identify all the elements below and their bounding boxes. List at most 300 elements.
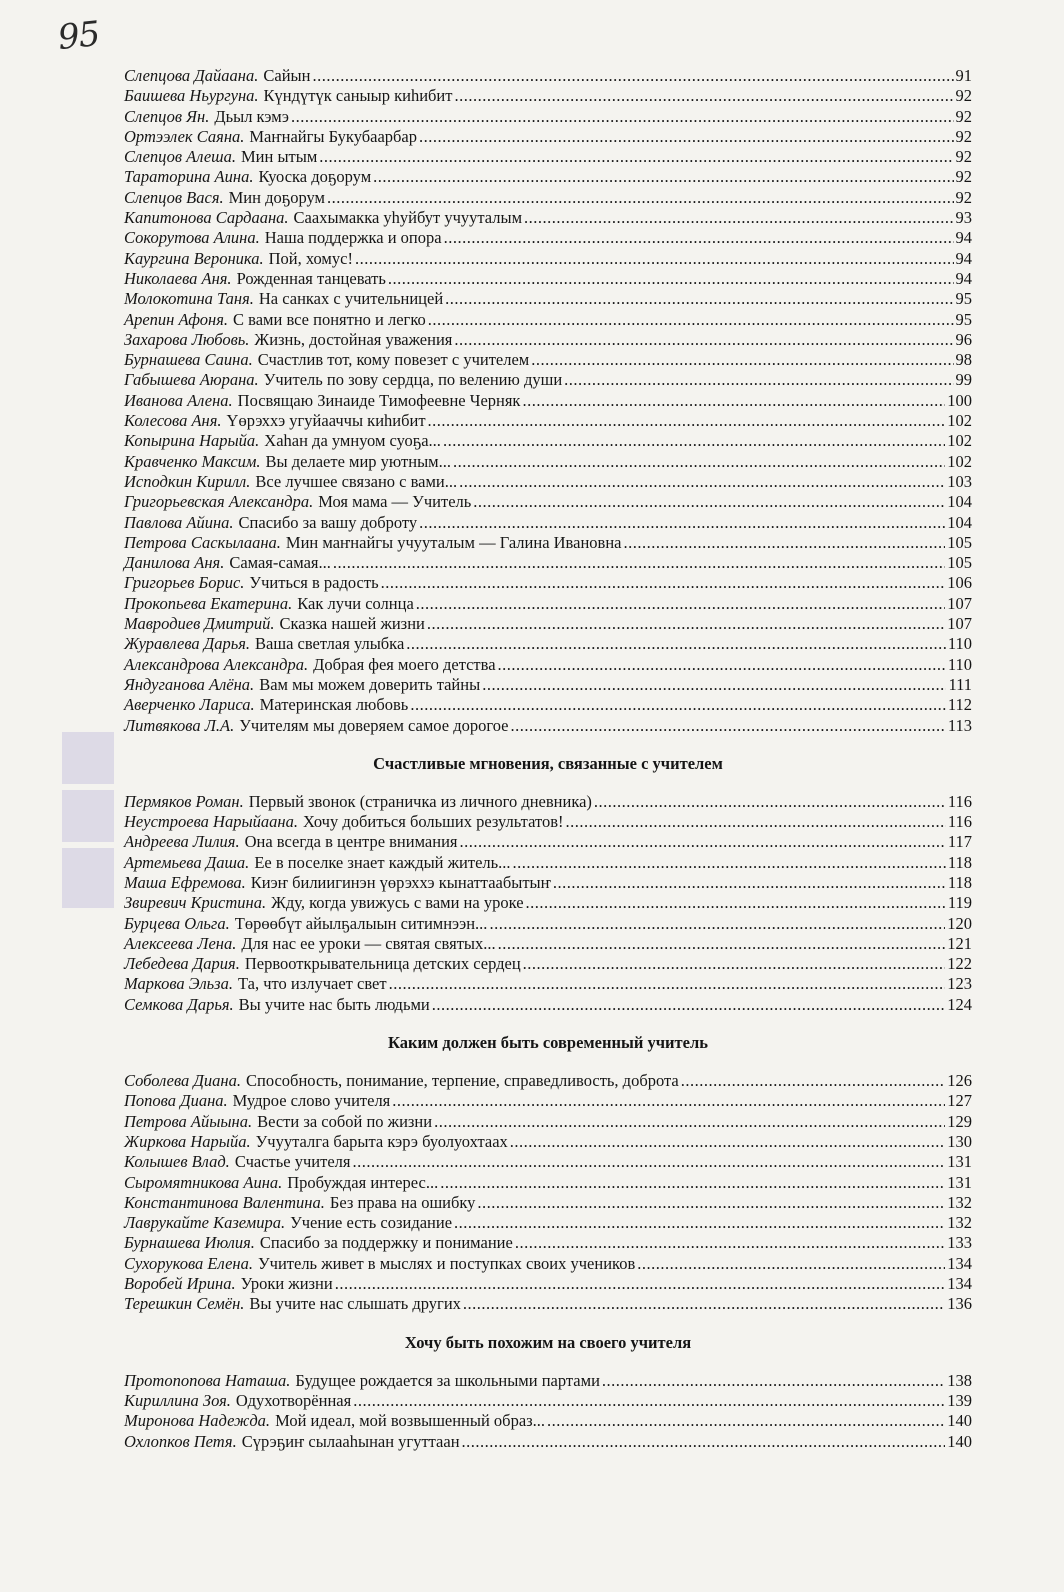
toc-entry: [124, 127, 972, 147]
dot-leader: [440, 1173, 945, 1193]
dot-leader: [392, 1091, 945, 1111]
entry-author: Неустроева Нарыйаана.: [124, 812, 298, 832]
entry-author: Бурнашева Саина.: [124, 350, 253, 370]
dot-leader: [453, 452, 945, 472]
dot-leader: [419, 513, 945, 533]
entry-author: Сокорутова Алина.: [124, 228, 260, 248]
entry-author: Капитонова Сардаана.: [124, 208, 289, 228]
dot-leader: [473, 492, 945, 512]
section-heading: Каким должен быть современный учитель: [388, 1033, 708, 1053]
dot-leader: [513, 853, 946, 873]
dot-leader: [388, 269, 954, 289]
toc-entry: [124, 1091, 972, 1111]
entry-title: Куоска доҕорум: [258, 167, 372, 187]
dot-leader: [637, 1254, 945, 1274]
entry-author: Андреева Лилия.: [124, 832, 240, 852]
entry-title: Учиться в радость: [249, 573, 379, 593]
dot-leader: [419, 127, 953, 147]
dot-leader: [353, 1391, 945, 1411]
entry-title: Учителям мы доверяем самое дорогое: [239, 715, 509, 735]
toc-entry: [124, 147, 972, 167]
entry-author: Маркова Эльза.: [124, 974, 233, 994]
entry-page-number: 136: [947, 1294, 972, 1314]
dot-leader: [445, 289, 953, 309]
entry-page-number: 107: [947, 593, 972, 613]
dot-leader: [454, 1213, 945, 1233]
toc-entry: [124, 1294, 972, 1314]
toc-entry: [124, 1193, 972, 1213]
toc-entry: [124, 832, 972, 852]
toc-entry: [124, 1274, 972, 1294]
toc-entry: [124, 249, 972, 269]
entry-page-number: 92: [955, 187, 972, 207]
entry-author: Петрова Айыына.: [124, 1111, 253, 1131]
entry-page-number: 110: [947, 634, 972, 654]
entry-page-number: 116: [947, 791, 972, 811]
entry-author: Охлопков Петя.: [124, 1431, 237, 1451]
entry-page-number: 102: [947, 431, 972, 451]
dot-leader: [312, 66, 953, 86]
entry-author: Колесова Аня.: [124, 411, 222, 431]
toc-entry: [124, 716, 972, 736]
entry-page-number: 131: [947, 1172, 972, 1192]
dot-leader: [333, 553, 945, 573]
entry-page-number: 96: [955, 329, 972, 349]
dot-leader: [443, 431, 945, 451]
entry-author: Соболева Диана.: [124, 1071, 241, 1091]
toc-entry: [124, 208, 972, 228]
entry-author: Колышев Влад.: [124, 1152, 230, 1172]
entry-page-number: 139: [947, 1390, 972, 1410]
entry-author: Мавродиев Дмитрий.: [124, 614, 275, 634]
entry-page-number: 95: [955, 289, 972, 309]
entry-page-number: 104: [947, 492, 972, 512]
entry-author: Павлова Айина.: [124, 512, 234, 532]
entry-title: Первый звонок (страничка из личного дневника): [248, 791, 592, 811]
toc-entry: [124, 995, 972, 1015]
entry-title: Вам мы можем доверить тайны: [259, 674, 481, 694]
entry-author: Бурнашева Июлия.: [124, 1233, 255, 1253]
entry-page-number: 95: [955, 309, 972, 329]
toc-section: [124, 1071, 972, 1315]
entry-title: Вы учите нас быть людьми: [238, 994, 430, 1014]
dot-leader: [566, 812, 946, 832]
entry-author: Николаева Аня.: [124, 268, 232, 288]
entry-title: Жизнь, достойная уважения: [254, 329, 453, 349]
entry-author: Протопопова Наташа.: [124, 1370, 291, 1390]
entry-author: Яндуганова Алёна.: [124, 674, 255, 694]
dot-leader: [623, 533, 945, 553]
entry-title: Хочу добиться больших результатов!: [302, 812, 564, 832]
entry-title: Ее в поселке знает каждый житель...: [254, 852, 511, 872]
dot-leader: [389, 974, 946, 994]
toc-entry: [124, 1391, 972, 1411]
entry-page-number: 105: [947, 553, 972, 573]
toc-entry: [124, 472, 972, 492]
toc-entry: [124, 594, 972, 614]
entry-title: Спасибо за поддержку и понимание: [259, 1233, 513, 1253]
entry-page-number: 91: [955, 66, 972, 85]
entry-author: Лаврукайте Каземира.: [124, 1213, 286, 1233]
entry-title: Она всегда в центре внимания: [244, 832, 458, 852]
dot-leader: [547, 1411, 945, 1431]
dot-leader: [335, 1274, 946, 1294]
toc-entry: [124, 914, 972, 934]
toc-entry: [124, 310, 972, 330]
entry-page-number: 92: [955, 126, 972, 146]
entry-title: Первооткрывательница детских сердец: [244, 954, 521, 974]
entry-author: Габышева Аюрана.: [124, 370, 259, 390]
entry-title: Счастье учителя: [234, 1152, 351, 1172]
entry-title: Учение есть созидание: [290, 1213, 453, 1233]
dot-leader: [291, 107, 953, 127]
dot-leader: [460, 832, 946, 852]
entry-page-number: 102: [947, 411, 972, 431]
entry-page-number: 103: [947, 471, 972, 491]
section-heading: Хочу быть похожим на своего учителя: [404, 1332, 692, 1352]
entry-author: Григорьев Борис.: [124, 573, 245, 593]
entry-title: Мин маҥнайгы учууталым — Галина Ивановна: [285, 532, 622, 552]
dot-leader: [681, 1071, 946, 1091]
entry-author: Журавлева Дарья.: [124, 634, 251, 654]
toc-entry: [124, 391, 972, 411]
toc-entry: [124, 695, 972, 715]
toc-entry: [124, 873, 972, 893]
dot-leader: [444, 228, 954, 248]
toc-entry: [124, 1112, 972, 1132]
entry-page-number: 134: [947, 1253, 972, 1273]
entry-author: Бурцева Ольга.: [124, 913, 230, 933]
entry-page-number: 121: [947, 933, 972, 953]
entry-title: Киэҥ билиигинэн үөрэххэ кынаттаабытыҥ: [250, 872, 551, 892]
entry-author: Терешкин Семён.: [124, 1294, 245, 1314]
toc-entry: [124, 1233, 972, 1253]
entry-author: Баишева Ньургуна.: [124, 86, 259, 106]
entry-author: Кириллина Зоя.: [124, 1390, 231, 1410]
entry-title: Дьыл кэмэ: [214, 106, 290, 126]
entry-author: Слепцова Дайаана.: [124, 66, 259, 85]
toc-entry: [124, 792, 972, 812]
entry-author: Константинова Валентина.: [124, 1192, 325, 1212]
entry-page-number: 127: [947, 1091, 972, 1111]
entry-author: Сыромятникова Аина.: [124, 1172, 283, 1192]
entry-title: Одухотворённая: [235, 1390, 352, 1410]
entry-title: Добрая фея моего детства: [313, 654, 496, 674]
dot-leader: [406, 634, 946, 654]
entry-title: Учитель по зову сердца, по велению души: [263, 370, 563, 390]
entry-author: Воробей Ирина.: [124, 1274, 236, 1294]
entry-page-number: 92: [955, 106, 972, 126]
entry-title: Все лучшее связано с вами...: [255, 471, 458, 491]
entry-title: Уроки жизни: [240, 1274, 333, 1294]
entry-page-number: 134: [947, 1274, 972, 1294]
entry-title: Күндүтүк саныыр киһибит: [263, 86, 453, 106]
entry-title: Посвящаю Зинаиде Тимофеевне Черняк: [237, 390, 521, 410]
entry-page-number: 92: [955, 86, 972, 106]
paper-stain: [62, 732, 114, 784]
entry-page-number: 106: [947, 573, 972, 593]
entry-page-number: 93: [955, 208, 972, 228]
toc-entry: [124, 492, 972, 512]
toc-entry: [124, 66, 972, 86]
entry-title: Ваша светлая улыбка: [255, 634, 405, 654]
toc-section: [124, 66, 972, 736]
dot-leader: [522, 391, 945, 411]
entry-page-number: 122: [947, 954, 972, 974]
toc-section: [124, 792, 972, 1015]
toc-entry: [124, 1432, 972, 1452]
dot-leader: [410, 695, 946, 715]
toc-entry: [124, 188, 972, 208]
entry-author: Сухорукова Елена.: [124, 1253, 253, 1273]
dot-leader: [428, 310, 954, 330]
entry-page-number: 120: [947, 913, 972, 933]
dot-leader: [515, 1233, 945, 1253]
entry-author: Лебедева Дария.: [124, 954, 240, 974]
entry-title: Хаһан да умнуом суоҕа...: [264, 431, 441, 451]
entry-author: Попова Диана.: [124, 1091, 228, 1111]
entry-title: Төрөөбүт айылҕалыын ситимнээн...: [234, 913, 488, 933]
entry-title: Та, что излучает свет: [237, 974, 387, 994]
entry-page-number: 92: [955, 147, 972, 167]
entry-author: Артемьева Даша.: [124, 852, 250, 872]
toc-entry: [124, 350, 972, 370]
entry-author: Маша Ефремова.: [124, 872, 246, 892]
entry-page-number: 133: [947, 1233, 972, 1253]
entry-author: Слепцов Вася.: [124, 187, 224, 207]
entry-page-number: 138: [947, 1370, 972, 1390]
entry-title: Наша поддержка и опора: [264, 228, 442, 248]
entry-author: Копырина Нарыйа.: [124, 431, 260, 451]
entry-page-number: 124: [947, 994, 972, 1014]
dot-leader: [373, 167, 953, 187]
toc-entry: [124, 1132, 972, 1152]
entry-title: Спасибо за вашу доброту: [238, 512, 418, 532]
entry-page-number: 118: [947, 852, 972, 872]
entry-page-number: 105: [947, 532, 972, 552]
entry-author: Миронова Надежда.: [124, 1411, 271, 1431]
dot-leader: [477, 1193, 945, 1213]
toc-entry: [124, 431, 972, 451]
entry-page-number: 92: [955, 167, 972, 187]
entry-page-number: 104: [947, 512, 972, 532]
dot-leader: [524, 208, 953, 228]
toc-entry: [124, 655, 972, 675]
entry-title: Сүрэҕиҥ сылааһынан угуттаан: [241, 1431, 460, 1451]
entry-title: Пробуждая интерес...: [287, 1172, 439, 1192]
entry-page-number: 100: [947, 390, 972, 410]
entry-title: Рожденная танцевать: [236, 268, 386, 288]
entry-title: Учитель живет в мыслях и поступках своих учеников: [257, 1253, 636, 1273]
dot-leader: [523, 954, 946, 974]
dot-leader: [352, 1152, 945, 1172]
paper-stain: [62, 848, 114, 908]
entry-page-number: 118: [947, 872, 972, 892]
entry-page-number: 98: [955, 350, 972, 370]
dot-leader: [498, 655, 946, 675]
entry-author: Прокопьева Екатерина.: [124, 593, 293, 613]
entry-author: Исподкин Кирилл.: [124, 471, 251, 491]
entry-page-number: 107: [947, 614, 972, 634]
entry-title: Үөрэххэ угуйааччы киһибит: [226, 411, 426, 431]
entry-title: Для нас ее уроки — святая святых...: [241, 933, 496, 953]
entry-title: Жду, когда увижусь с вами на уроке: [271, 893, 524, 913]
toc-entry: [124, 411, 972, 431]
entry-title: Саахымакка уһуйбут учууталым: [293, 208, 523, 228]
entry-author: Ортээлек Саяна.: [124, 126, 245, 146]
dot-leader: [482, 675, 946, 695]
entry-author: Кравченко Максим.: [124, 451, 261, 471]
entry-author: Аверченко Лариса.: [124, 695, 255, 715]
entry-title: Учууталга барыта кэрэ буолуохтаах: [255, 1131, 508, 1151]
entry-title: Вы учите нас слышать других: [249, 1294, 461, 1314]
entry-author: Каургина Вероника.: [124, 248, 264, 268]
entry-page-number: 94: [955, 228, 972, 248]
entry-page-number: 126: [947, 1071, 972, 1091]
toc-entry: [124, 934, 972, 954]
dot-leader: [381, 573, 946, 593]
dot-leader: [416, 594, 945, 614]
entry-author: Данилова Аня.: [124, 553, 225, 573]
entry-title: Мин ытым: [241, 147, 318, 167]
entry-author: Тараторина Аина.: [124, 167, 254, 187]
dot-leader: [564, 370, 953, 390]
dot-leader: [434, 1112, 945, 1132]
toc-entry: [124, 1411, 972, 1431]
entry-page-number: 140: [947, 1431, 972, 1451]
toc-entry: [124, 513, 972, 533]
entry-page-number: 94: [955, 268, 972, 288]
entry-page-number: 117: [947, 832, 972, 852]
toc-entry: [124, 954, 972, 974]
dot-leader: [454, 86, 953, 106]
toc-entry: [124, 573, 972, 593]
entry-author: Звиревич Кристина.: [124, 893, 267, 913]
handwritten-page-number: 95: [56, 13, 102, 59]
toc-entry: [124, 370, 972, 390]
entry-title: Моя мама — Учитель: [318, 492, 472, 512]
toc-entry: [124, 269, 972, 289]
entry-author: Пермяков Роман.: [124, 791, 244, 811]
dot-leader: [526, 893, 946, 913]
entry-author: Молокотина Таня.: [124, 289, 254, 309]
toc-section: [124, 1371, 972, 1452]
entry-page-number: 111: [948, 674, 972, 694]
entry-page-number: 140: [947, 1411, 972, 1431]
entry-title: Самая-самая...: [229, 553, 331, 573]
entry-page-number: 129: [947, 1111, 972, 1131]
dot-leader: [355, 249, 954, 269]
entry-title: Будущее рождается за школьными партами: [295, 1370, 600, 1390]
toc-entry: [124, 107, 972, 127]
dot-leader: [462, 1432, 946, 1452]
toc-entry: [124, 1152, 972, 1172]
dot-leader: [553, 873, 946, 893]
entry-title: Как лучи солнца: [297, 593, 414, 613]
entry-title: С вами все понятно и легко: [233, 309, 426, 329]
toc-entry: [124, 634, 972, 654]
entry-author: Петрова Саскылаана.: [124, 532, 281, 552]
table-of-contents: [124, 66, 972, 1452]
dot-leader: [432, 995, 945, 1015]
toc-entry: [124, 812, 972, 832]
toc-entry: [124, 1071, 972, 1091]
entry-page-number: 132: [947, 1192, 972, 1212]
dot-leader: [454, 330, 953, 350]
toc-entry: [124, 167, 972, 187]
dot-leader: [427, 614, 945, 634]
dot-leader: [510, 716, 945, 736]
entry-author: Александрова Александра.: [124, 654, 309, 674]
entry-page-number: 110: [947, 654, 972, 674]
entry-author: Жиркова Нарыйа.: [124, 1131, 251, 1151]
toc-entry: [124, 1254, 972, 1274]
toc-entry: [124, 228, 972, 248]
entry-title: На санках с учительницей: [258, 289, 444, 309]
entry-author: Слепцов Алеша.: [124, 147, 237, 167]
entry-page-number: 116: [947, 812, 972, 832]
entry-author: Захарова Любовь.: [124, 329, 250, 349]
dot-leader: [531, 350, 953, 370]
toc-entry: [124, 330, 972, 350]
entry-author: Арепин Афоня.: [124, 309, 229, 329]
entry-title: Мой идеал, мой возвышенный образ...: [275, 1411, 546, 1431]
entry-title: Мин доҕорум: [228, 187, 325, 207]
dot-leader: [327, 188, 954, 208]
toc-entry: [124, 853, 972, 873]
section-heading: Счастливые мгновения, связанные с учителем: [373, 753, 723, 773]
dot-leader: [319, 147, 953, 167]
toc-entry: [124, 289, 972, 309]
entry-author: Григорьевская Александра.: [124, 492, 314, 512]
toc-entry: [124, 974, 972, 994]
entry-page-number: 119: [947, 893, 972, 913]
entry-title: Сайын: [263, 66, 311, 85]
entry-author: Литвякова Л.А.: [124, 715, 235, 735]
toc-entry: [124, 86, 972, 106]
entry-title: Сказка нашей жизни: [279, 614, 425, 634]
entry-title: Без права на ошибку: [329, 1192, 476, 1212]
toc-entry: [124, 1213, 972, 1233]
entry-title: Способность, понимание, терпение, справедливость, доброта: [245, 1071, 679, 1091]
toc-entry: [124, 553, 972, 573]
toc-entry: [124, 1173, 972, 1193]
toc-entry: [124, 614, 972, 634]
dot-leader: [510, 1132, 945, 1152]
dot-leader: [459, 472, 945, 492]
dot-leader: [498, 934, 946, 954]
entry-title: Маҥнайгы Букубаарбар: [249, 126, 418, 146]
entry-page-number: 123: [947, 974, 972, 994]
dot-leader: [489, 914, 945, 934]
toc-entry: [124, 533, 972, 553]
entry-title: Счастлив тот, кому повезет с учителем: [257, 350, 530, 370]
entry-page-number: 112: [947, 695, 972, 715]
toc-entry: [124, 675, 972, 695]
entry-page-number: 132: [947, 1213, 972, 1233]
entry-page-number: 99: [955, 370, 972, 390]
entry-page-number: 130: [947, 1131, 972, 1151]
entry-author: Алексеева Лена.: [124, 933, 237, 953]
entry-title: Материнская любовь: [259, 695, 409, 715]
entry-title: Пой, хомус!: [268, 248, 353, 268]
toc-entry: [124, 893, 972, 913]
entry-title: Вести за собой по жизни: [257, 1111, 433, 1131]
entry-title: Вы делаете мир уютным...: [265, 451, 451, 471]
entry-page-number: 102: [947, 451, 972, 471]
dot-leader: [428, 411, 946, 431]
entry-author: Слепцов Ян.: [124, 106, 210, 126]
